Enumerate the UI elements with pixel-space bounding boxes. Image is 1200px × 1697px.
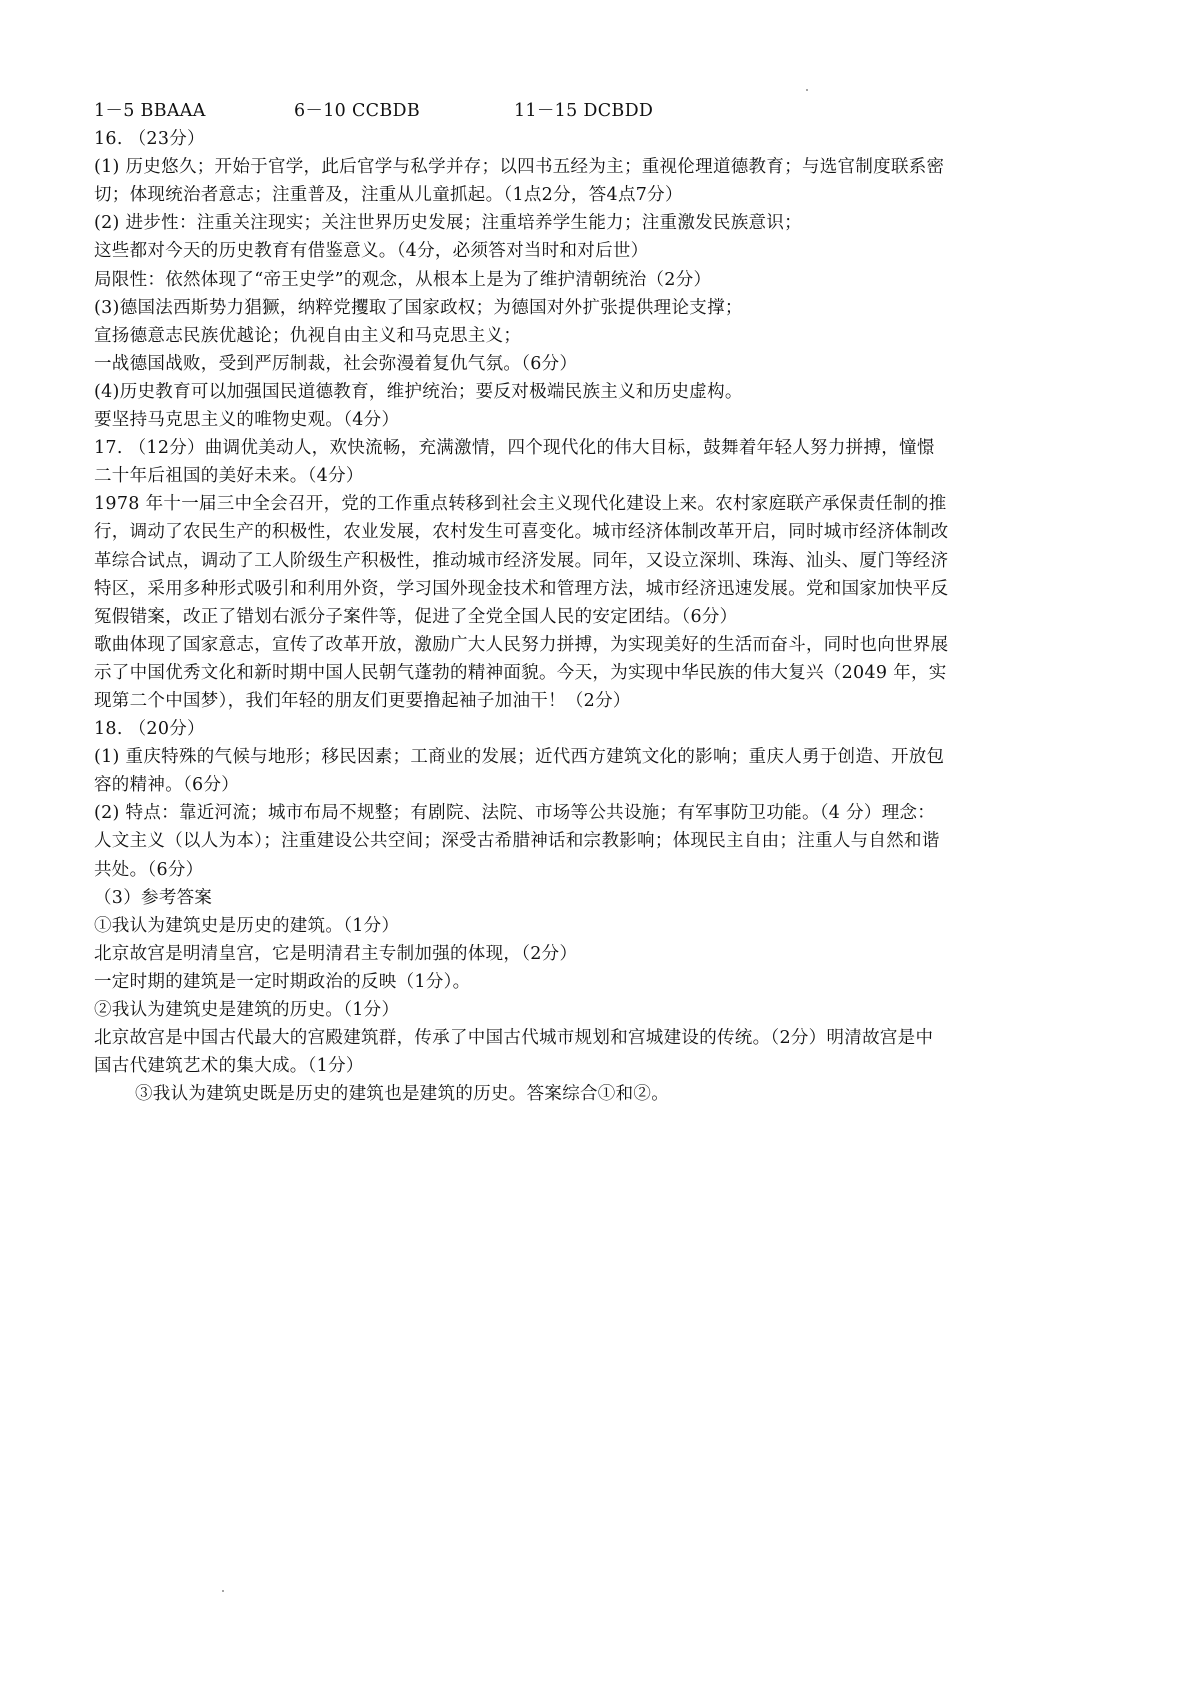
choice-group-11-15: 11－15 DCBDD bbox=[514, 101, 654, 121]
q17-line: 二十年后祖国的美好未来。（4分） bbox=[94, 466, 364, 487]
q17-line: 1978 年十一届三中全会召开，党的工作重点转移到社会主义现代化建设上来。农村家庭联产承保责任制的推 bbox=[94, 494, 947, 515]
q16-part3-line: 一战德国战败，受到严厉制裁，社会弥漫着复仇气氛。（6分） bbox=[94, 353, 578, 374]
q16-part4-line: (4)历史教育可以加强国民道德教育，维护统治；要反对极端民族主义和历史虚构。 bbox=[94, 381, 743, 402]
q18-part2-line: 共处。（6分） bbox=[94, 859, 204, 880]
q16-part1-line: 切；体现统治者意志；注重普及，注重从儿童抓起。（1点2分，答4点7分） bbox=[94, 185, 683, 206]
scan-speck bbox=[806, 89, 808, 91]
q16-part2-line: (2) 进步性：注重关注现实；关注世界历史发展；注重培养学生能力；注重激发民族意识； bbox=[94, 213, 802, 234]
choice-answers-row bbox=[94, 97, 1144, 125]
q18-part3-line: ②我认为建筑史是建筑的历史。（1分） bbox=[94, 1000, 400, 1020]
q18-part3-heading: （3）参考答案 bbox=[94, 887, 213, 908]
q18-part2-line: 人文主义（以人为本）；注重建设公共空间；深受古希腊神话和宗教影响；体现民主自由；注重人与自然和谐 bbox=[94, 831, 940, 852]
q16-part3-line: (3)德国法西斯势力猖獗，纳粹党攫取了国家政权；为德国对外扩张提供理论支撑； bbox=[94, 297, 743, 318]
q17-line: 革综合试点，调动了工人阶级生产积极性，推动城市经济发展。同年，又设立深圳、珠海、汕头、厦门等经济 bbox=[94, 550, 949, 571]
scan-speck bbox=[222, 1590, 224, 1592]
q17-line: 现第二个中国梦），我们年轻的朋友们更要撸起袖子加油干！（2分） bbox=[94, 690, 631, 711]
choice-group-6-10: 6－10 CCBDB bbox=[294, 101, 420, 121]
q17-line: 示了中国优秀文化和新时期中国人民朝气蓬勃的精神面貌。今天，为实现中华民族的伟大复兴（2049 年，实 bbox=[94, 662, 947, 683]
q18-part1-line: 容的精神。（6分） bbox=[94, 775, 240, 796]
q18-part3-line: 北京故宫是中国古代最大的宫殿建筑群，传承了中国古代城市规划和宫城建设的传统。（2分）明清故宫是中 bbox=[94, 1028, 934, 1049]
q17-line: 冤假错案，改正了错划右派分子案件等，促进了全党全国人民的安定团结。（6分） bbox=[94, 606, 738, 627]
q18-part3-line: 一定时期的建筑是一定时期政治的反映（1分）。 bbox=[94, 971, 471, 992]
q16-part1-line: (1) 历史悠久；开始于官学，此后官学与私学并存；以四书五经为主；重视伦理道德教育；与选官制度联系密 bbox=[94, 157, 945, 178]
q16-part2-line: 这些都对今天的历史教育有借鉴意义。（4分，必须答对当时和对后世） bbox=[94, 241, 649, 262]
q18-heading: 18. （20分） bbox=[94, 719, 205, 740]
q17-line: 歌曲体现了国家意志，宣传了改革开放，激励广大人民努力拼搏，为实现美好的生活而奋斗，同时也向世界展 bbox=[94, 634, 949, 655]
answer-key-document bbox=[94, 97, 1144, 1108]
choice-group-1-5: 1－5 BBAAA bbox=[94, 101, 206, 121]
q18-part2-line: (2) 特点：靠近河流；城市布局不规整；有剧院、法院、市场等公共设施；有军事防卫功能。（4 分）理念： bbox=[94, 803, 936, 824]
q16-part4-line: 要坚持马克思主义的唯物史观。（4分） bbox=[94, 410, 400, 431]
q17-line: 特区，采用多种形式吸引和利用外资，学习国外现金技术和管理方法，城市经济迅速发展。党和国家加快平反 bbox=[94, 578, 949, 599]
q17-heading-line: 17. （12分）曲调优美动人，欢快流畅，充满激情，四个现代化的伟大目标，鼓舞着年轻人努力拼搏，憧憬 bbox=[94, 438, 935, 459]
q18-part3-line: 国古代建筑艺术的集大成。（1分） bbox=[94, 1056, 364, 1077]
q16-part2-line: 局限性：依然体现了“帝王史学”的观念，从根本上是为了维护清朝统治（2分） bbox=[94, 269, 712, 290]
q16-heading: 16. （23分） bbox=[94, 129, 205, 150]
q18-part3-line: ①我认为建筑史是历史的建筑。（1分） bbox=[94, 915, 400, 936]
q17-line: 行，调动了农民生产的积极性，农业发展，农村发生可喜变化。城市经济体制改革开启，同时城市经济体制改 bbox=[94, 522, 949, 543]
q16-part3-line: 宣扬德意志民族优越论；仇视自由主义和马克思主义； bbox=[94, 325, 522, 346]
q18-part3-line: 北京故宫是明清皇宫，它是明清君主专制加强的体现，（2分） bbox=[94, 943, 578, 964]
q18-part3-line: ③我认为建筑史既是历史的建筑也是建筑的历史。答案综合①和②。 bbox=[135, 1084, 669, 1105]
q18-part1-line: (1) 重庆特殊的气候与地形；移民因素；工商业的发展；近代西方建筑文化的影响；重庆人勇于创造、开放包 bbox=[94, 747, 945, 768]
